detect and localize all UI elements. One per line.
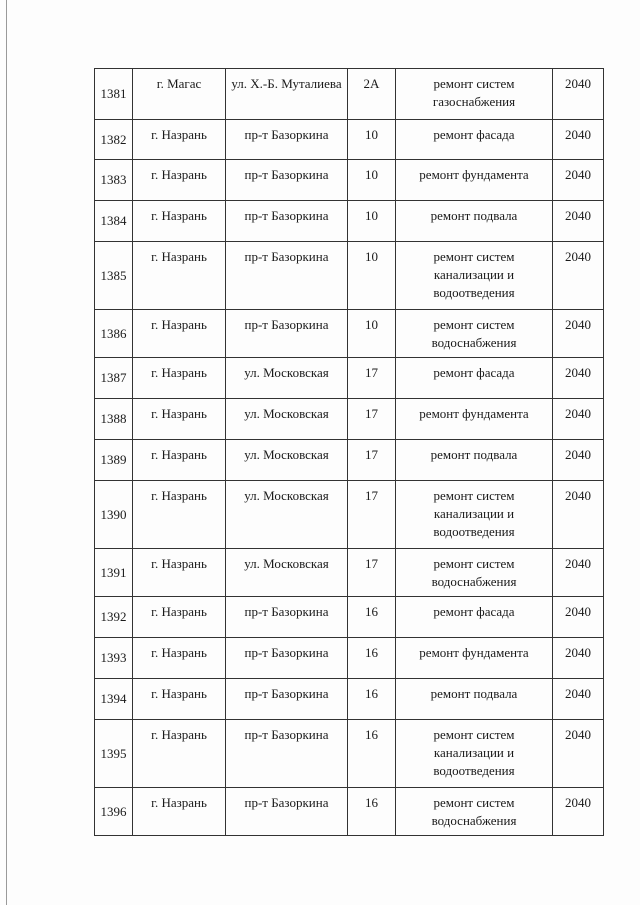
row-number: 1384 <box>95 201 133 242</box>
row-number: 1386 <box>95 310 133 358</box>
row-number: 1381 <box>95 69 133 120</box>
work-type-cell: ремонт систем канализации и водоотведения <box>396 481 553 549</box>
street-cell: ул. Московская <box>226 399 348 440</box>
city-cell: г. Назрань <box>133 358 226 399</box>
table-row <box>95 597 604 638</box>
year-cell: 2040 <box>553 69 604 120</box>
work-type-cell: ремонт фундамента <box>396 638 553 679</box>
house-cell: 16 <box>348 720 396 788</box>
table-body <box>95 69 604 836</box>
house-cell: 16 <box>348 679 396 720</box>
house-cell: 17 <box>348 481 396 549</box>
work-type-cell: ремонт фасада <box>396 358 553 399</box>
table-row <box>95 310 604 358</box>
year-cell: 2040 <box>553 638 604 679</box>
city-cell: г. Назрань <box>133 201 226 242</box>
table-row <box>95 399 604 440</box>
work-type-cell: ремонт подвала <box>396 679 553 720</box>
repair-schedule-table <box>94 68 604 836</box>
row-number: 1392 <box>95 597 133 638</box>
year-cell: 2040 <box>553 440 604 481</box>
year-cell: 2040 <box>553 549 604 597</box>
row-number: 1391 <box>95 549 133 597</box>
street-cell: ул. Х.-Б. Муталиева <box>226 69 348 120</box>
work-type-cell: ремонт фундамента <box>396 160 553 201</box>
work-type-cell: ремонт подвала <box>396 440 553 481</box>
house-cell: 17 <box>348 440 396 481</box>
work-type-cell: ремонт фасада <box>396 597 553 638</box>
street-cell: пр-т Базоркина <box>226 638 348 679</box>
street-cell: пр-т Базоркина <box>226 597 348 638</box>
work-type-cell: ремонт систем водоснабжения <box>396 549 553 597</box>
row-number: 1385 <box>95 242 133 310</box>
city-cell: г. Назрань <box>133 597 226 638</box>
year-cell: 2040 <box>553 679 604 720</box>
year-cell: 2040 <box>553 481 604 549</box>
city-cell: г. Назрань <box>133 160 226 201</box>
house-cell: 16 <box>348 638 396 679</box>
row-number: 1383 <box>95 160 133 201</box>
street-cell: пр-т Базоркина <box>226 120 348 160</box>
table-row <box>95 638 604 679</box>
house-cell: 16 <box>348 788 396 836</box>
street-cell: пр-т Базоркина <box>226 310 348 358</box>
house-cell: 10 <box>348 160 396 201</box>
year-cell: 2040 <box>553 310 604 358</box>
table-row <box>95 120 604 160</box>
work-type-cell: ремонт систем водоснабжения <box>396 788 553 836</box>
table-row <box>95 160 604 201</box>
row-number: 1390 <box>95 481 133 549</box>
year-cell: 2040 <box>553 358 604 399</box>
work-type-cell: ремонт фундамента <box>396 399 553 440</box>
house-cell: 10 <box>348 310 396 358</box>
row-number: 1393 <box>95 638 133 679</box>
table-row <box>95 440 604 481</box>
work-type-cell: ремонт фасада <box>396 120 553 160</box>
street-cell: ул. Московская <box>226 481 348 549</box>
table-row <box>95 201 604 242</box>
city-cell: г. Магас <box>133 69 226 120</box>
city-cell: г. Назрань <box>133 120 226 160</box>
house-cell: 17 <box>348 399 396 440</box>
street-cell: пр-т Базоркина <box>226 160 348 201</box>
table-row <box>95 242 604 310</box>
table-row <box>95 788 604 836</box>
house-cell: 10 <box>348 242 396 310</box>
year-cell: 2040 <box>553 720 604 788</box>
scan-edge-line <box>6 0 7 905</box>
table-row <box>95 481 604 549</box>
street-cell: ул. Московская <box>226 358 348 399</box>
row-number: 1389 <box>95 440 133 481</box>
city-cell: г. Назрань <box>133 679 226 720</box>
city-cell: г. Назрань <box>133 399 226 440</box>
city-cell: г. Назрань <box>133 440 226 481</box>
year-cell: 2040 <box>553 597 604 638</box>
street-cell: пр-т Базоркина <box>226 201 348 242</box>
work-type-cell: ремонт систем водоснабжения <box>396 310 553 358</box>
street-cell: пр-т Базоркина <box>226 679 348 720</box>
street-cell: пр-т Базоркина <box>226 720 348 788</box>
row-number: 1396 <box>95 788 133 836</box>
street-cell: ул. Московская <box>226 549 348 597</box>
city-cell: г. Назрань <box>133 242 226 310</box>
house-cell: 17 <box>348 358 396 399</box>
city-cell: г. Назрань <box>133 549 226 597</box>
row-number: 1387 <box>95 358 133 399</box>
city-cell: г. Назрань <box>133 481 226 549</box>
house-cell: 2А <box>348 69 396 120</box>
street-cell: пр-т Базоркина <box>226 242 348 310</box>
work-type-cell: ремонт подвала <box>396 201 553 242</box>
work-type-cell: ремонт систем канализации и водоотведения <box>396 720 553 788</box>
table-row <box>95 69 604 120</box>
city-cell: г. Назрань <box>133 310 226 358</box>
city-cell: г. Назрань <box>133 638 226 679</box>
house-cell: 10 <box>348 201 396 242</box>
work-type-cell: ремонт систем канализации и водоотведения <box>396 242 553 310</box>
table-row <box>95 549 604 597</box>
year-cell: 2040 <box>553 160 604 201</box>
table-row <box>95 720 604 788</box>
year-cell: 2040 <box>553 242 604 310</box>
row-number: 1382 <box>95 120 133 160</box>
row-number: 1395 <box>95 720 133 788</box>
house-cell: 10 <box>348 120 396 160</box>
year-cell: 2040 <box>553 399 604 440</box>
city-cell: г. Назрань <box>133 720 226 788</box>
house-cell: 16 <box>348 597 396 638</box>
table-row <box>95 679 604 720</box>
street-cell: ул. Московская <box>226 440 348 481</box>
row-number: 1394 <box>95 679 133 720</box>
street-cell: пр-т Базоркина <box>226 788 348 836</box>
row-number: 1388 <box>95 399 133 440</box>
year-cell: 2040 <box>553 788 604 836</box>
work-type-cell: ремонт систем газоснабжения <box>396 69 553 120</box>
city-cell: г. Назрань <box>133 788 226 836</box>
table-row <box>95 358 604 399</box>
year-cell: 2040 <box>553 120 604 160</box>
year-cell: 2040 <box>553 201 604 242</box>
house-cell: 17 <box>348 549 396 597</box>
